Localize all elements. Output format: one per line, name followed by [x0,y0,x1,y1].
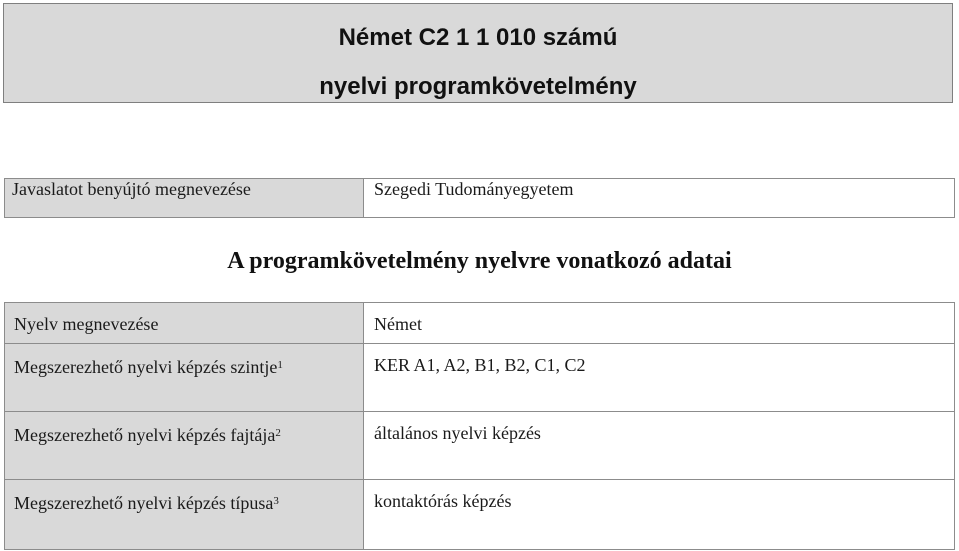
table-row [5,412,955,480]
table-row [5,480,955,550]
row-value: kontaktórás képzés [364,480,955,550]
row-label [5,412,364,480]
row-label-text: Megszerezhető nyelvi képzés fajtája [14,425,276,445]
footnote-marker: 3 [273,495,279,507]
document-subtitle: nyelvi programkövetelmény [319,73,637,100]
language-data-table [4,302,955,550]
row-value: KER A1, A2, B1, B2, C1, C2 [364,344,955,412]
footnote-marker: 2 [275,427,281,439]
section-title: A programkövetelmény nyelvre vonatkozó adatai [227,248,732,274]
table-row [5,303,955,344]
submitter-table [4,178,955,218]
table-row [5,344,955,412]
submitter-value: Szegedi Tudományegyetem [364,179,955,218]
row-label [5,303,364,344]
row-label [5,344,364,412]
row-value: általános nyelvi képzés [364,412,955,480]
row-label-text: Megszerezhető nyelvi képzés szintje [14,357,278,377]
row-label [5,480,364,550]
row-value: Német [364,303,955,344]
submitter-label: Javaslatot benyújtó megnevezése [5,179,364,218]
document-header [3,3,953,103]
row-label-text: Nyelv megnevezése [14,314,159,334]
submitter-row [5,179,955,218]
footnote-marker: 1 [277,359,283,371]
document-title: Német C2 1 1 010 számú [338,24,618,51]
row-label-text: Megszerezhető nyelvi képzés típusa [14,493,274,513]
